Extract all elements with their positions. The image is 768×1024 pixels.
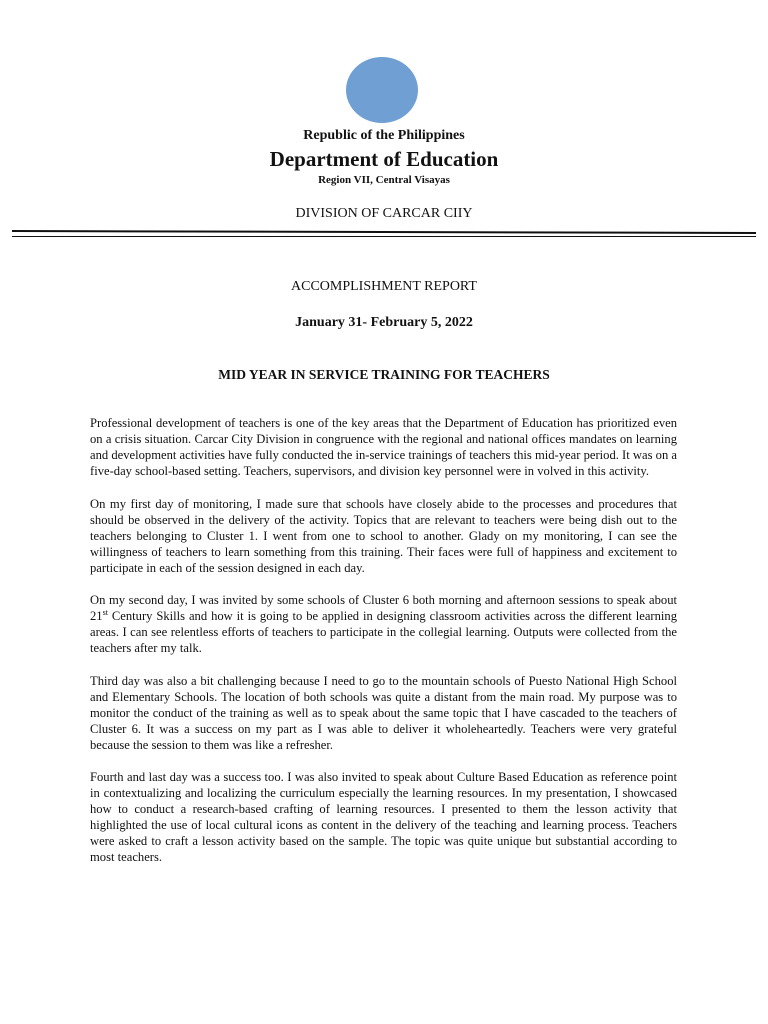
report-body [90, 415, 677, 882]
report-title: ACCOMPLISHMENT REPORT [291, 279, 477, 294]
paragraph-day-three: Third day was also a bit challenging because I need to go to the mountain schools of Puesto National High School and Elementary Schools. The location of both schools was quite a distant from the main road. My purpose was to monitor the conduct of the training as well as to speak about the same topic that I have cascaded to the teachers of Cluster 6. It was a success on my part as I was able to deliver it wholeheartedly. Teachers were very grateful because the session to them was like a refresher. [90, 673, 677, 752]
header-divider-thick [12, 230, 756, 234]
deped-seal-logo [346, 57, 418, 123]
paragraph-day-one: On my first day of monitoring, I made sure that schools have closely abide to the processes and procedures that should be observed in the delivery of the activity. Topics that are relevant to teachers were being dish out to the teachers belonging to Cluster 1. I went from one to school to another. Glady on my monitoring, I can see the willingness of teachers to learn something from this training. Their faces were full of happiness and excitement to participate in each of the session designed in each day. [90, 496, 677, 575]
department-heading: Department of Education [269, 147, 499, 171]
day-two-text-start: On my second day, I was invited by some schools of Cluster 6 both morning and afternoon sessions to speak about 21 [90, 593, 677, 623]
ordinal-superscript: st [102, 607, 108, 617]
paragraph-day-four: Fourth and last day was a success too. I was also invited to speak about Culture Based Education as reference point in contextualizing and localizing the curriculum especially the learning resources. In my presentation, I showcased how to conduct a research-based crafting of learning resources. I presented to them the lesson activity that highlighted the use of local cultural icons as content in the delivery of the teaching and learning process. Teachers were asked to craft a lesson activity based on the sample. The topic was quite unique but substantial according to most teachers. [90, 770, 677, 864]
header-divider-thin [12, 236, 756, 237]
training-title: MID YEAR IN SERVICE TRAINING FOR TEACHERS [218, 367, 550, 382]
division-heading: DIVISION OF CARCAR CIIY [295, 206, 473, 221]
report-date: January 31- February 5, 2022 [295, 315, 473, 330]
paragraph-intro: Professional development of teachers is one of the key areas that the Department of Education has prioritized even on a crisis situation. Carcar City Division in congruence with the regional and national offices mandates on learning and development activities have fully conducted the in-service trainings of teachers this mid-year period. It was on a five-day school-based setting. Teachers, supervisors, and division key personnel were in volved in this activity. [90, 416, 677, 478]
paragraph-day-two [90, 592, 677, 656]
day-two-text-end: Century Skills and how it is going to be applied in designing classroom activities across the different learning areas. I can see relentless efforts of teachers to participate in the collegial learning. Outputs were collected from the teachers after my talk. [90, 609, 677, 655]
region-heading: Region VII, Central Visayas [318, 174, 450, 186]
republic-heading: Republic of the Philippines [303, 128, 465, 143]
